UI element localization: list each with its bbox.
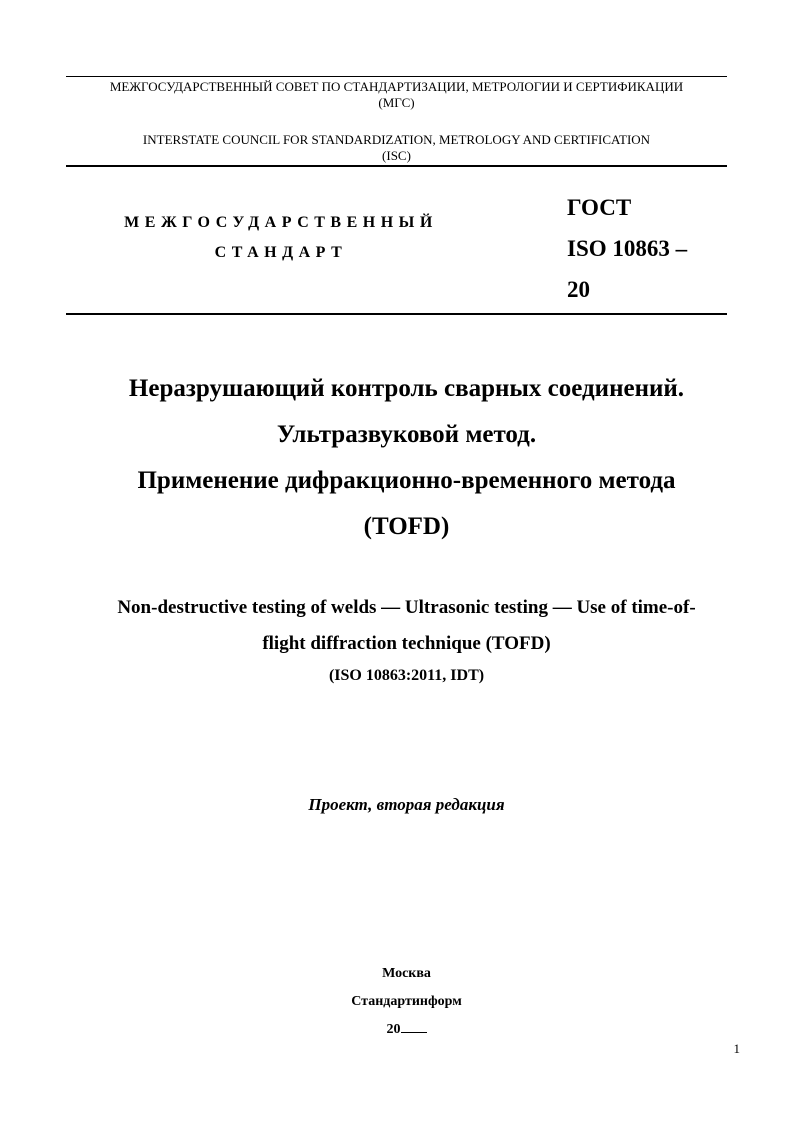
standard-code-line2: ISO 10863 –	[567, 236, 688, 261]
standard-type-line2: СТАНДАРТ	[214, 244, 348, 261]
standard-code	[567, 187, 727, 310]
title-english	[66, 590, 747, 662]
standard-type-line1: МЕЖГОСУДАРСТВЕННЫЙ	[124, 214, 438, 231]
council-abbr-ru: (МГС)	[378, 95, 415, 110]
standard-code-line1: ГОСТ	[567, 195, 632, 220]
year-blank-line	[401, 1016, 427, 1033]
header-rule	[66, 165, 727, 167]
council-abbr-en: (ISC)	[382, 148, 411, 163]
imprint-city: Москва	[382, 966, 431, 981]
standard-code-line3: 20	[567, 277, 590, 302]
imprint	[66, 960, 747, 1044]
draft-note: Проект, вторая редакция	[308, 795, 505, 814]
title-ru-line1: Неразрушающий контроль сварных соединений.	[128, 375, 685, 402]
title-en-line1: Non-destructive testing of welds — Ultrasonic testing — Use of time-of-	[117, 597, 696, 618]
title-en-line2: flight diffraction technique (TOFD)	[262, 633, 551, 654]
title-ru-line2: Ультразвуковой метод.	[276, 421, 537, 448]
standard-type	[66, 208, 496, 268]
iso-reference: (ISO 10863:2011, IDT)	[328, 667, 485, 684]
title-ru-line4: (TOFD)	[363, 513, 450, 540]
page-number: 1	[733, 1041, 740, 1056]
council-name-en-line1: INTERSTATE COUNCIL FOR STANDARDIZATION, METROLOGY AND CERTIFICATION	[142, 132, 651, 147]
imprint-publisher: Стандартинформ	[351, 994, 462, 1009]
top-rule	[66, 76, 727, 77]
title-russian	[66, 366, 747, 550]
council-name-en	[66, 132, 727, 164]
standard-rule	[66, 313, 727, 315]
imprint-year: 20	[386, 1022, 401, 1037]
imprint-year-row	[66, 1016, 747, 1044]
council-name-ru	[66, 79, 727, 111]
title-ru-line3: Применение дифракционно-временного метода	[137, 467, 676, 494]
council-name-ru-line1: МЕЖГОСУДАРСТВЕННЫЙ СОВЕТ ПО СТАНДАРТИЗАЦИИ, МЕТРОЛОГИИ И СЕРТИФИКАЦИИ	[109, 79, 684, 94]
